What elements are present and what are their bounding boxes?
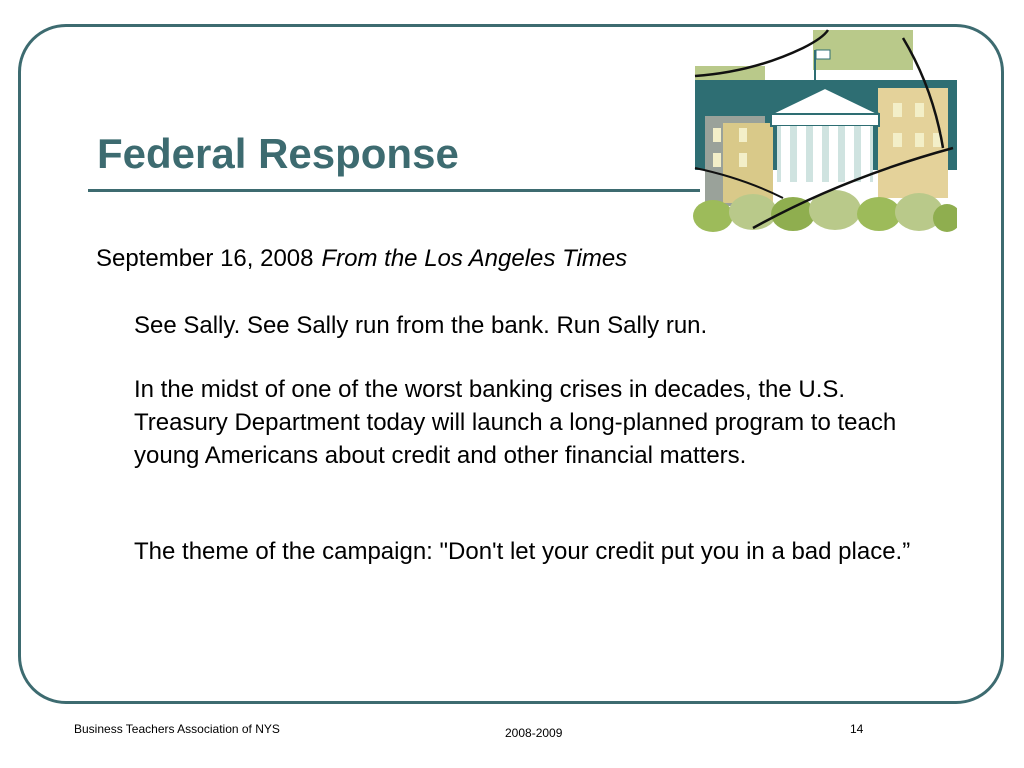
title-underline <box>88 189 700 192</box>
footer-organization: Business Teachers Association of NYS <box>74 722 280 736</box>
quote-paragraph-2: In the midst of one of the worst banking crises in decades, the U.S. Treasury Department today will launch a long-planned program to teach young Americans about credit and other financial matters. <box>134 376 897 469</box>
article-date: September 16, 2008 <box>96 245 314 272</box>
article-source: From the Los Angeles Times <box>321 245 628 272</box>
footer-page-number: 14 <box>850 722 864 736</box>
quote-paragraph-3: The theme of the campaign: "Don't let your credit put you in a bad place.” <box>134 538 911 565</box>
dateline <box>96 244 627 274</box>
quote-paragraph-1: See Sally. See Sally run from the bank. Run Sally run. <box>134 312 708 339</box>
government-building-icon <box>693 28 957 232</box>
slide-title: Federal Response <box>97 130 459 177</box>
footer-year: 2008-2009 <box>505 726 563 740</box>
